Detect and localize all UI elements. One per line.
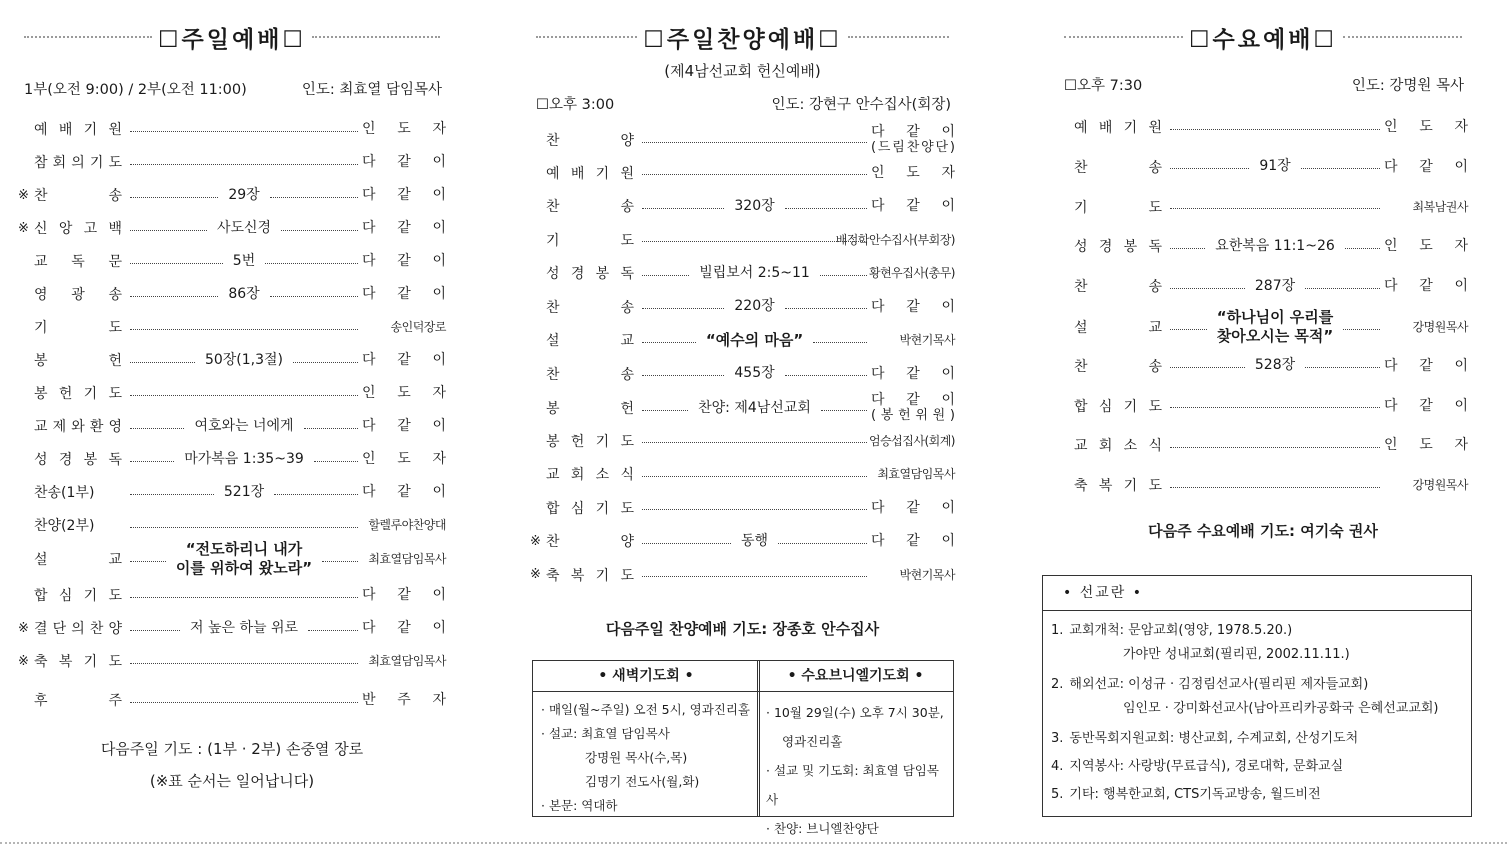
order-item [18,448,446,470]
order-value: 86장 [228,285,260,302]
order-who: 다 같 이 [362,220,447,236]
stand-mark: ※ [530,533,541,549]
order-who: 인 도 자 [362,121,446,137]
praise-title-row [530,20,955,54]
order-who: 다 같 이 [871,533,955,549]
dot-leader [130,461,174,462]
order-value: 여호와는 너에게 [194,417,294,434]
dot-leader [642,208,724,209]
order-who: 다 같 이 [871,499,955,516]
wednesday-time: ☐오후 7:30 [1064,78,1143,94]
dawn-prayer-box [532,660,760,817]
dot-leader [130,131,358,132]
dot-leader [1301,168,1380,169]
stand-mark: ※ [18,620,29,636]
order-who: 다 같 이 [1384,278,1468,295]
order-label: 찬 송 [34,188,122,204]
order-item [18,617,446,639]
order-who-sub: ( 봉 헌 위 원 ) [871,408,955,423]
wed-prayer-title: • 수요브니엘기도회 • [758,661,953,692]
sunday-service-column [18,0,446,862]
dawn-line: · 본문: 역대하 [541,798,618,813]
dot-leader [785,375,867,376]
dot-leader [293,362,358,363]
order-label: 교 제 와 환 영 [34,419,122,435]
order-item [1058,395,1468,417]
order-item [1058,474,1468,496]
dot-leader [281,230,358,231]
dot-leader [130,263,223,264]
dot-leader [642,174,867,175]
order-item [530,388,955,428]
order-item [18,151,446,173]
mission-item [1051,783,1463,807]
order-label: 합 심 기 도 [34,588,122,604]
mission-item-number: 2. [1051,677,1064,692]
order-label: 신 앙 고 백 [34,221,122,237]
order-item [18,382,446,404]
order-item [18,689,446,711]
dawn-prayer-body [533,692,759,824]
dot-leader [1305,367,1380,368]
order-value: 50장(1,3절) [204,351,284,368]
order-who: 다 같 이 [362,587,446,603]
dot-leader [130,428,184,429]
dot-leader [308,630,358,631]
dot-leader [642,543,731,544]
order-who: 인 도 자 [1384,119,1468,135]
dot-leader [1170,248,1205,249]
order-value: 동행 [740,532,769,549]
dot-leader [642,275,689,276]
order-who: 다 같 이 [871,365,955,382]
order-value: 320장 [734,197,775,214]
order-who: 인 도 자 [871,164,955,181]
order-item [18,217,446,239]
order-item [1058,355,1468,377]
dawn-line: 김명기 전도사(월,화) [585,774,700,789]
stand-mark: ※ [18,653,29,669]
order-item [530,229,955,251]
dot-leader [642,576,867,577]
dot-leader [642,308,724,309]
order-who: 최효열담임목사 [368,654,446,668]
wed-prayer-line: · 10월 29일(수) 오후 7시 30분, [766,705,944,720]
sunday-header [24,78,442,99]
order-value: 455장 [734,365,775,381]
order-label: 축 복 기 도 [34,654,122,670]
order-who: 다 같 이 [871,198,955,214]
praise-service-column [530,0,955,862]
dot-leader [642,375,724,376]
order-who: 다 같 이 [362,418,446,434]
order-item [18,118,446,140]
mission-item [1051,755,1463,779]
page-bottom-rule [0,842,1507,844]
order-label: 축 복 기 도 [546,567,634,584]
mission-item [1051,673,1463,721]
order-who: 다 같 이 ( 드 림 찬 양 단 ) [871,124,955,155]
dawn-line: · 설교: 최효열 담임목사 [541,726,670,741]
order-item [530,463,955,485]
order-item [18,250,446,272]
order-who: 최복남권사 [1412,199,1468,214]
order-item [1058,116,1468,138]
dot-leader [785,308,867,309]
order-value: “예수의 마음” [705,330,804,349]
mission-item [1051,727,1463,751]
dot-leader [813,342,867,343]
mission-item-number: 4. [1051,759,1064,774]
wednesday-title: ☐수요예배☐ [1188,26,1338,53]
order-who: 배정학안수집사(부회장) [835,232,955,247]
wed-prayer-body [758,692,953,849]
order-value: 528장 [1254,357,1296,374]
order-label: 기 도 [1074,199,1162,216]
order-item [530,296,955,318]
dot-leader [1170,367,1245,368]
order-label: 축 복 기 도 [1074,478,1162,495]
order-label: 합 심 기 도 [1074,398,1162,415]
mission-item-text: 교회개척: 문암교회(영양, 1978.5.20.) [1069,623,1293,638]
order-who: 다 같 이 [1384,158,1468,175]
order-label: 결 단 의 찬 양 [34,621,122,637]
stand-mark: ※ [530,567,541,582]
order-value: 빌립보서 2:5~11 [699,264,810,281]
order-label: 찬 양 [546,133,634,149]
title-dots-left [536,36,637,38]
order-item [530,329,955,351]
dot-leader [130,702,358,703]
order-item [18,481,446,503]
order-item [18,316,446,338]
title-dots-left [1064,36,1183,38]
order-item [1058,434,1468,456]
dot-leader [785,208,867,209]
order-item [1058,235,1468,257]
wed-prayer-line: · 찬양: 브니엘찬양단 [766,821,879,836]
order-who: 인 도 자 [362,385,446,401]
order-value: “하나님이 우리를 찾아오시는 목적” [1216,308,1334,345]
order-label: 성 경 봉 독 [34,452,122,468]
praise-leader: 인도: 강현구 안수집사(회장) [771,97,951,113]
order-item [530,195,955,217]
order-label: 기 도 [34,320,122,336]
praise-title: ☐주일찬양예배☐ [643,26,842,53]
order-value: 저 높은 하늘 위로 [189,619,299,636]
order-who: 황현우집사(총무) [868,266,955,280]
mission-box [1042,575,1472,817]
dot-leader [130,362,195,363]
order-label: 합 심 기 도 [546,500,634,517]
dot-leader [1170,447,1380,448]
order-who: 다 같 이 ( 봉 헌 위 원 ) [871,392,955,423]
mission-item-text: 기타: 행복한교회, CTS기독교방송, 월드비전 [1069,787,1321,802]
order-who: 다 같 이 [362,286,446,302]
order-label: 설 교 [34,552,122,568]
order-item [18,584,446,606]
order-label: 봉 헌 [546,401,634,417]
order-label: 교 독 문 [34,254,122,270]
order-item [18,539,446,579]
dot-leader [322,561,358,562]
dot-leader [304,428,358,429]
dot-leader [270,197,358,198]
dawn-line: 강명원 목사(수,목) [585,750,688,765]
mission-item-number: 5. [1051,787,1064,802]
order-label: 봉 헌 기 도 [34,386,122,402]
praise-subtitle: (제4남선교회 헌신예배) [664,62,821,80]
order-item [18,415,446,437]
dot-leader [642,342,696,343]
praise-time: ☐오후 3:00 [536,97,615,113]
order-label: 찬 송 [546,199,634,215]
praise-next-prayer: 다음주일 찬양예배 기도: 장종호 안수집사 [605,620,880,638]
order-label: 찬 송 [1074,358,1162,375]
order-who: 인 도 자 [1384,238,1468,255]
order-value: 사도신경 [216,219,272,236]
order-label: 성 경 봉 독 [546,266,634,282]
dot-leader [642,476,867,477]
order-who: 다 같 이 [1384,397,1468,414]
order-item [1058,275,1468,297]
mission-item-number: 1. [1051,623,1064,638]
dot-leader [1170,487,1380,488]
order-who: 다 같 이 [1384,357,1468,374]
order-label: 봉 헌 기 도 [546,433,634,450]
dot-leader [265,263,358,264]
dot-leader [130,296,218,297]
dot-leader [820,275,867,276]
wednesday-next-prayer: 다음주 수요예배 기도: 여기숙 권사 [1148,522,1378,540]
order-label: 찬 송 [1074,159,1162,176]
order-who: 박현기목사 [899,333,956,347]
dot-leader [130,329,358,330]
title-dots-right [1343,36,1462,38]
order-value: 521장 [223,483,265,500]
order-label: 후 주 [34,693,122,709]
order-label: 영 광 송 [34,287,122,303]
mission-item-number: 3. [1051,731,1064,746]
order-who: 다 같 이 [362,253,446,269]
order-item [530,530,955,552]
mission-title: • 선교란 • [1043,576,1471,611]
mission-item-text: 해외선교: 이성규 · 김정림선교사(필리핀 제자들교회) [1069,677,1369,692]
order-item [530,430,955,452]
order-label: 찬양(2부) [34,518,95,534]
order-who: 강명원목사 [1412,320,1469,334]
dot-leader [1170,329,1207,330]
wednesday-service-column [1051,0,1469,862]
order-item [1058,307,1468,347]
dot-leader [314,461,358,462]
order-who: 엄승섭집사(회계) [868,433,955,448]
order-who: 인 도 자 [362,451,446,467]
order-label: 설 교 [546,333,634,349]
order-label: 예 배 기 원 [1074,120,1162,136]
order-who: 강명원목사 [1412,478,1468,493]
order-label: 찬 송 [546,366,634,383]
dot-leader [130,561,166,562]
dot-leader [642,410,688,411]
wed-prayer-line: 영과진리홀 [782,734,843,749]
order-who: 송인덕장로 [390,320,446,334]
dot-leader [130,395,358,396]
order-item [18,514,446,536]
order-item [530,497,955,519]
order-label: 찬송(1부) [34,485,95,501]
dot-leader [130,630,180,631]
order-label: 기 도 [546,232,634,249]
dot-leader [130,230,207,231]
order-who: 최효열담임목사 [368,552,447,566]
dawn-prayer-title: • 새벽기도회 • [533,661,759,692]
dot-leader [1170,168,1249,169]
order-item [530,564,955,586]
mission-item-text: 지역봉사: 사랑방(무료급식), 경로대학, 문화교실 [1069,759,1344,774]
mission-item-cont: 가야만 성내교회(필리핀, 2002.11.11.) [1123,647,1350,662]
order-value: 마가복음 1:35~39 [184,450,304,467]
stand-mark: ※ [18,220,29,236]
order-label: 찬 송 [546,299,634,316]
mission-item [1051,619,1463,667]
order-label: 찬 송 [1074,279,1162,296]
order-who: 반 주 자 [362,692,446,708]
order-who: 다 같 이 [362,484,446,500]
order-label: 교 회 소 식 [1074,438,1162,455]
sunday-title-row [18,20,446,54]
order-item [18,349,446,371]
dot-leader [274,494,358,495]
dot-leader [130,197,218,198]
sunday-leader: 인도: 최효열 담임목사 [301,82,442,98]
title-dots-right [848,36,949,38]
order-value: 220장 [734,298,775,314]
order-item [530,262,955,284]
order-item [530,363,955,385]
dawn-line: · 매일(월~주일) 오전 5시, 영과진리홀 [541,702,750,717]
dot-leader [130,597,358,598]
order-value: 요한복음 11:1~26 [1215,237,1335,254]
order-value: 찬양: 제4남선교회 [698,399,811,416]
title-dots-left [24,36,152,38]
mission-item-cont: 임인모 · 강미화선교사(남아프리카공화국 은혜선교교회) [1123,701,1439,716]
order-item [530,162,955,184]
order-label: 봉 헌 [34,353,122,369]
wednesday-header [1064,74,1464,95]
wednesday-leader: 인도: 강명원 목사 [1351,78,1464,94]
dot-leader [1170,288,1245,289]
dot-leader [1305,288,1380,289]
stand-mark: ※ [18,187,29,203]
order-value: 91장 [1259,158,1291,175]
order-label: 찬 양 [546,534,634,550]
dot-leader [642,142,867,143]
order-label: 예 배 기 원 [546,165,634,182]
order-label: 예 배 기 원 [34,122,122,138]
wed-prayer-box [757,660,954,836]
order-item [1058,156,1468,178]
dot-leader [778,543,867,544]
order-value: 29장 [228,186,260,203]
sunday-title: ☐주일예배☐ [157,26,307,53]
dot-leader [130,527,358,528]
order-label: 참 회 의 기 도 [34,155,122,171]
dot-leader [130,663,358,664]
dot-leader [642,442,867,443]
dot-leader [1343,329,1380,330]
order-who: 다 같 이 [871,298,955,315]
dot-leader [130,494,214,495]
order-value: 5번 [232,252,256,269]
wed-prayer-line: · 설교 및 기도회: 최효열 담임목사 [766,763,939,807]
dot-leader [270,296,358,297]
dot-leader [1170,208,1380,209]
mission-item-text: 동반목회지원교회: 병산교회, 수계교회, 산성기도처 [1069,731,1359,746]
dot-leader [642,241,867,242]
order-who-sub: ( 드 림 찬 양 단 ) [871,140,955,155]
order-who: 다 같 이 [362,154,446,170]
order-label: 교 회 소 식 [546,467,634,483]
sunday-stand-note: (※표 순서는 일어납니다) [149,772,315,790]
order-item [18,184,446,206]
dot-leader [821,410,867,411]
order-item [1058,196,1468,218]
order-value: 287장 [1254,277,1296,294]
order-item [530,120,955,160]
dot-leader [1170,129,1380,130]
order-item [18,283,446,305]
order-who: 박현기목사 [899,567,955,582]
order-label: 성 경 봉 독 [1074,239,1162,256]
order-who: 다 같 이 [362,187,446,203]
order-who: 할렐루야찬양대 [368,518,446,532]
dot-leader [642,509,867,510]
order-who: 다 같 이 [362,620,446,636]
order-item [18,650,446,672]
sunday-times: 1부(오전 9:00) / 2부(오전 11:00) [24,82,247,98]
mission-body [1043,611,1471,819]
order-who: 다 같 이 [362,352,446,368]
dot-leader [1345,248,1380,249]
order-value: “전도하리니 내가 이를 위하여 왔노라” [175,540,313,577]
order-label: 설 교 [1074,320,1162,336]
title-dots-right [312,36,440,38]
order-who: 인 도 자 [1384,437,1468,454]
sunday-next-prayer: 다음주일 기도 : (1부 · 2부) 손중열 장로 [100,740,364,758]
dot-leader [130,164,358,165]
dot-leader [1170,407,1380,408]
wednesday-title-row [1058,20,1468,54]
praise-header [536,93,951,114]
order-who: 최효열담임목사 [877,467,955,481]
